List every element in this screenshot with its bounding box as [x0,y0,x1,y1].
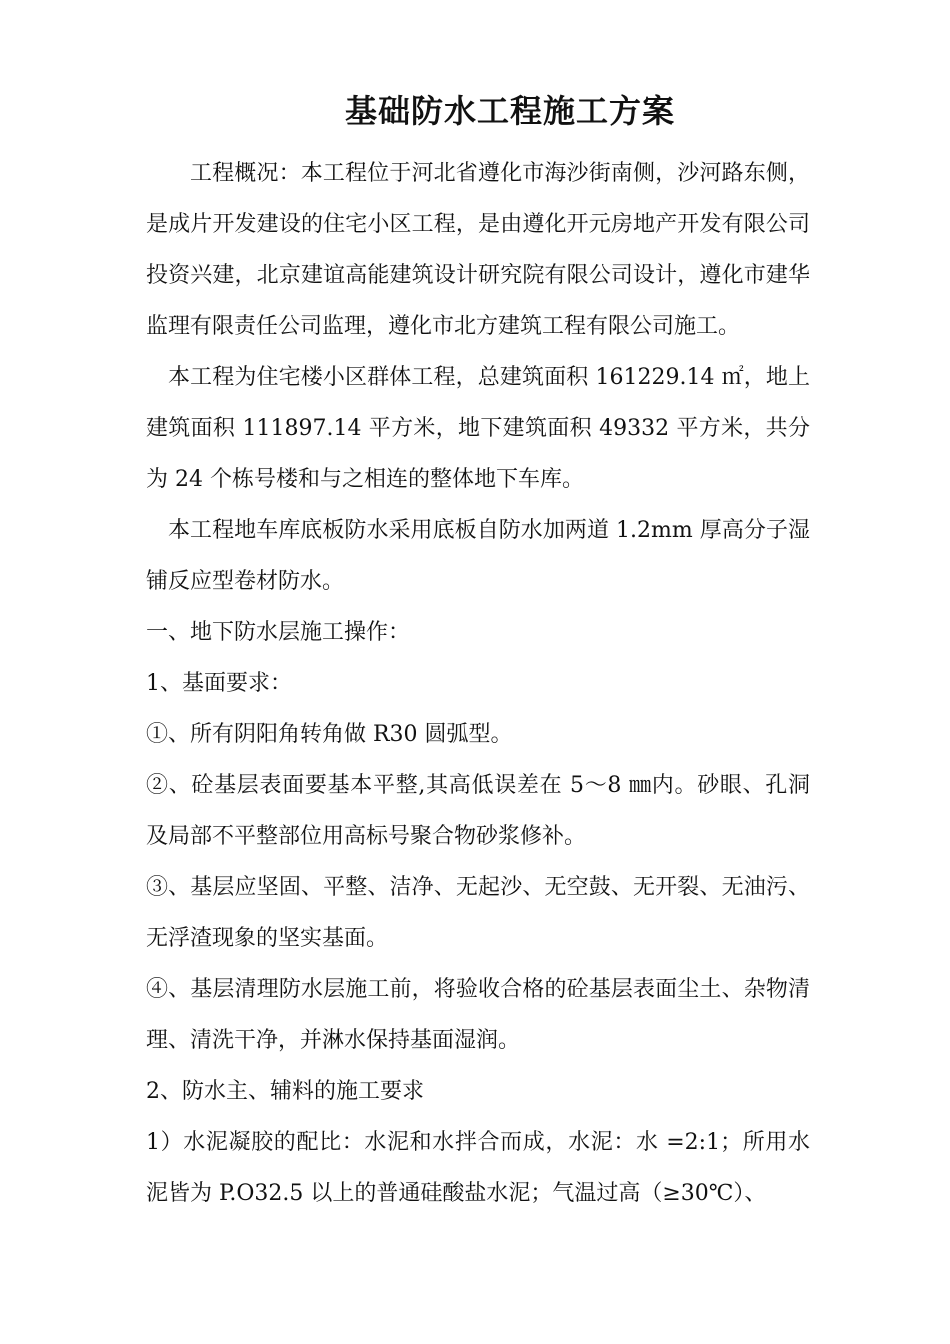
section-heading-1: 一、地下防水层施工操作： [146,620,411,645]
subsection-heading-base: 1、基面要求： [146,671,292,696]
document-title: 基础防水工程施工方案 [344,92,675,130]
paragraph-area: 本工程为住宅楼小区群体工程，总建筑面积 161229.14 ㎡，地上建筑面积 111897.14 平方米，地下建筑面积 49332 平方米，共分为 24 个栋号楼和与之相连的整体地下车库。 [146,365,810,492]
document-body [146,148,810,1219]
paragraph-cement-ratio: 1）水泥凝胶的配比：水泥和水拌合而成，水泥：水 =2:1；所用水泥皆为 P.O32.5 以上的普通硅酸盐水泥；气温过高（≥30℃）、 [146,1130,810,1206]
paragraph-overview: 工程概况：本工程位于河北省遵化市海沙街南侧，沙河路东侧，是成片开发建设的住宅小区工程，是由遵化开元房地产开发有限公司投资兴建，北京建谊高能建筑设计研究院有限公司设计，遵化市建华监理有限责任公司监理，遵化市北方建筑工程有限公司施工。 [146,161,810,339]
list-item-3: ③、基层应坚固、平整、洁净、无起沙、无空鼓、无开裂、无油污、无浮渣现象的坚实基面。 [146,875,810,951]
list-item-2: ②、砼基层表面要基本平整,其高低误差在 5～8 ㎜内。砂眼、孔洞及局部不平整部位用高标号聚合物砂浆修补。 [146,773,810,849]
list-item-1: ①、所有阴阳角转角做 R30 圆弧型。 [146,722,513,747]
paragraph-waterproof-method: 本工程地车库底板防水采用底板自防水加两道 1.2mm 厚高分子湿铺反应型卷材防水。 [146,518,810,594]
subsection-heading-materials: 2、防水主、辅料的施工要求 [146,1079,424,1104]
list-item-4: ④、基层清理防水层施工前，将验收合格的砼基层表面尘土、杂物清理、清洗干净，并淋水保持基面湿润。 [146,977,810,1053]
